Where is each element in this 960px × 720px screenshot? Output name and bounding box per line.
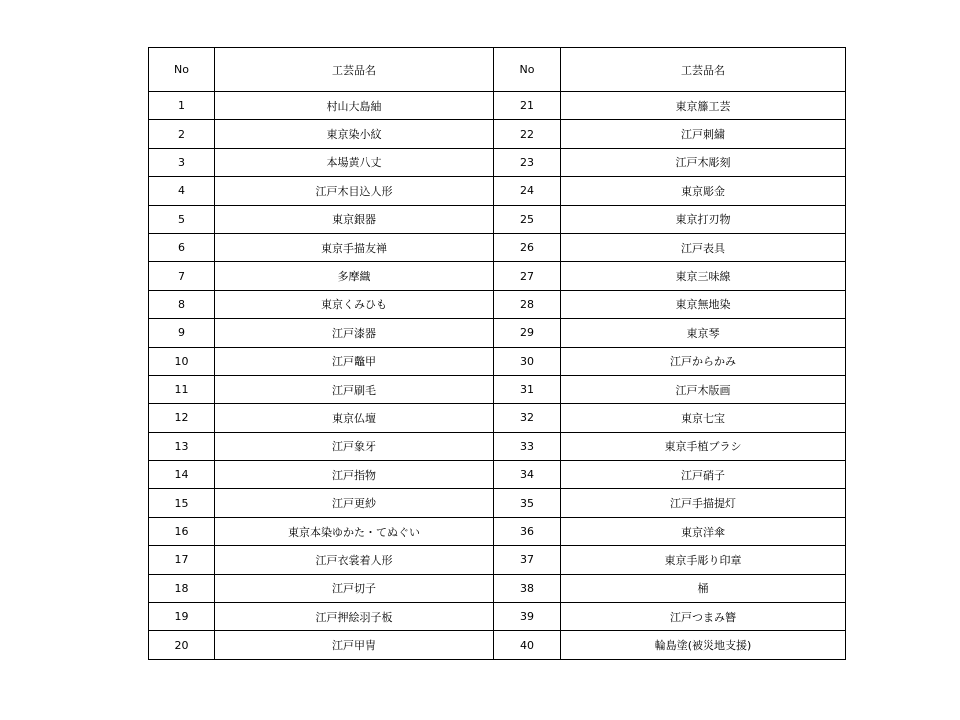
header-no-right: No [494,48,561,92]
row-number-left: 2 [149,120,215,148]
row-number-right: 37 [494,546,561,574]
row-number-left: 6 [149,233,215,261]
row-number-right: 38 [494,574,561,602]
craft-name-left: 江戸衣裳着人形 [215,546,494,574]
header-name-right: 工芸品名 [561,48,846,92]
table-row [149,631,846,659]
row-number-right: 22 [494,120,561,148]
craft-name-right: 江戸からかみ [561,347,846,375]
craft-name-right: 江戸手描提灯 [561,489,846,517]
craft-name-left: 村山大島紬 [215,92,494,120]
row-number-right: 34 [494,461,561,489]
craft-name-right: 東京洋傘 [561,517,846,545]
row-number-left: 13 [149,432,215,460]
row-number-right: 35 [494,489,561,517]
table-row [149,262,846,290]
row-number-right: 23 [494,148,561,176]
table-row [149,375,846,403]
row-number-left: 3 [149,148,215,176]
craft-name-right: 東京手植ブラシ [561,432,846,460]
row-number-right: 40 [494,631,561,659]
row-number-left: 18 [149,574,215,602]
row-number-left: 19 [149,603,215,631]
craft-name-left: 東京染小紋 [215,120,494,148]
craft-name-left: 江戸象牙 [215,432,494,460]
header-name-left: 工芸品名 [215,48,494,92]
row-number-left: 12 [149,404,215,432]
craft-name-right: 東京彫金 [561,177,846,205]
table-row [149,177,846,205]
row-number-left: 7 [149,262,215,290]
craft-name-left: 江戸指物 [215,461,494,489]
table-row [149,603,846,631]
row-number-left: 10 [149,347,215,375]
table-row [149,290,846,318]
table-row [149,404,846,432]
table-row [149,489,846,517]
row-number-right: 31 [494,375,561,403]
row-number-right: 21 [494,92,561,120]
row-number-left: 15 [149,489,215,517]
row-number-left: 9 [149,319,215,347]
table-row [149,120,846,148]
table-row [149,148,846,176]
table-row [149,233,846,261]
header-row [149,48,846,92]
craft-name-right: 江戸硝子 [561,461,846,489]
row-number-right: 27 [494,262,561,290]
craft-name-left: 東京くみひも [215,290,494,318]
table-header [149,48,846,92]
craft-name-right: 江戸つまみ簪 [561,603,846,631]
craft-name-left: 江戸更紗 [215,489,494,517]
row-number-right: 32 [494,404,561,432]
craft-name-right: 江戸木彫刻 [561,148,846,176]
craft-name-left: 多摩織 [215,262,494,290]
row-number-left: 5 [149,205,215,233]
row-number-left: 14 [149,461,215,489]
table-row [149,92,846,120]
table-row [149,347,846,375]
table-row [149,546,846,574]
row-number-right: 36 [494,517,561,545]
row-number-right: 25 [494,205,561,233]
row-number-left: 20 [149,631,215,659]
craft-name-right: 東京手彫り印章 [561,546,846,574]
craft-name-left: 東京本染ゆかた・てぬぐい [215,517,494,545]
crafts-table [148,47,846,660]
craft-name-left: 江戸甲冑 [215,631,494,659]
craft-name-left: 江戸漆器 [215,319,494,347]
row-number-left: 4 [149,177,215,205]
craft-name-right: 江戸表具 [561,233,846,261]
craft-name-left: 東京仏壇 [215,404,494,432]
craft-name-left: 江戸押絵羽子板 [215,603,494,631]
craft-name-left: 本場黄八丈 [215,148,494,176]
table-row [149,319,846,347]
craft-name-right: 輪島塗(被災地支援) [561,631,846,659]
row-number-right: 29 [494,319,561,347]
craft-name-left: 江戸刷毛 [215,375,494,403]
table-row [149,205,846,233]
row-number-right: 26 [494,233,561,261]
row-number-left: 8 [149,290,215,318]
table-row [149,517,846,545]
craft-name-right: 江戸刺繍 [561,120,846,148]
row-number-left: 11 [149,375,215,403]
craft-name-left: 江戸切子 [215,574,494,602]
craft-name-right: 東京籐工芸 [561,92,846,120]
table-body [149,92,846,660]
craft-name-right: 東京三味線 [561,262,846,290]
row-number-right: 33 [494,432,561,460]
row-number-left: 16 [149,517,215,545]
row-number-left: 17 [149,546,215,574]
table-row [149,461,846,489]
craft-name-left: 東京銀器 [215,205,494,233]
row-number-right: 28 [494,290,561,318]
craft-name-right: 東京無地染 [561,290,846,318]
craft-name-right: 東京打刃物 [561,205,846,233]
craft-name-right: 東京七宝 [561,404,846,432]
row-number-right: 39 [494,603,561,631]
row-number-right: 24 [494,177,561,205]
row-number-right: 30 [494,347,561,375]
table-row [149,432,846,460]
craft-name-right: 江戸木版画 [561,375,846,403]
craft-name-left: 江戸鼈甲 [215,347,494,375]
row-number-left: 1 [149,92,215,120]
header-no-left: No [149,48,215,92]
craft-name-left: 東京手描友禅 [215,233,494,261]
craft-name-right: 桶 [561,574,846,602]
craft-name-left: 江戸木目込人形 [215,177,494,205]
table-row [149,574,846,602]
craft-name-right: 東京琴 [561,319,846,347]
